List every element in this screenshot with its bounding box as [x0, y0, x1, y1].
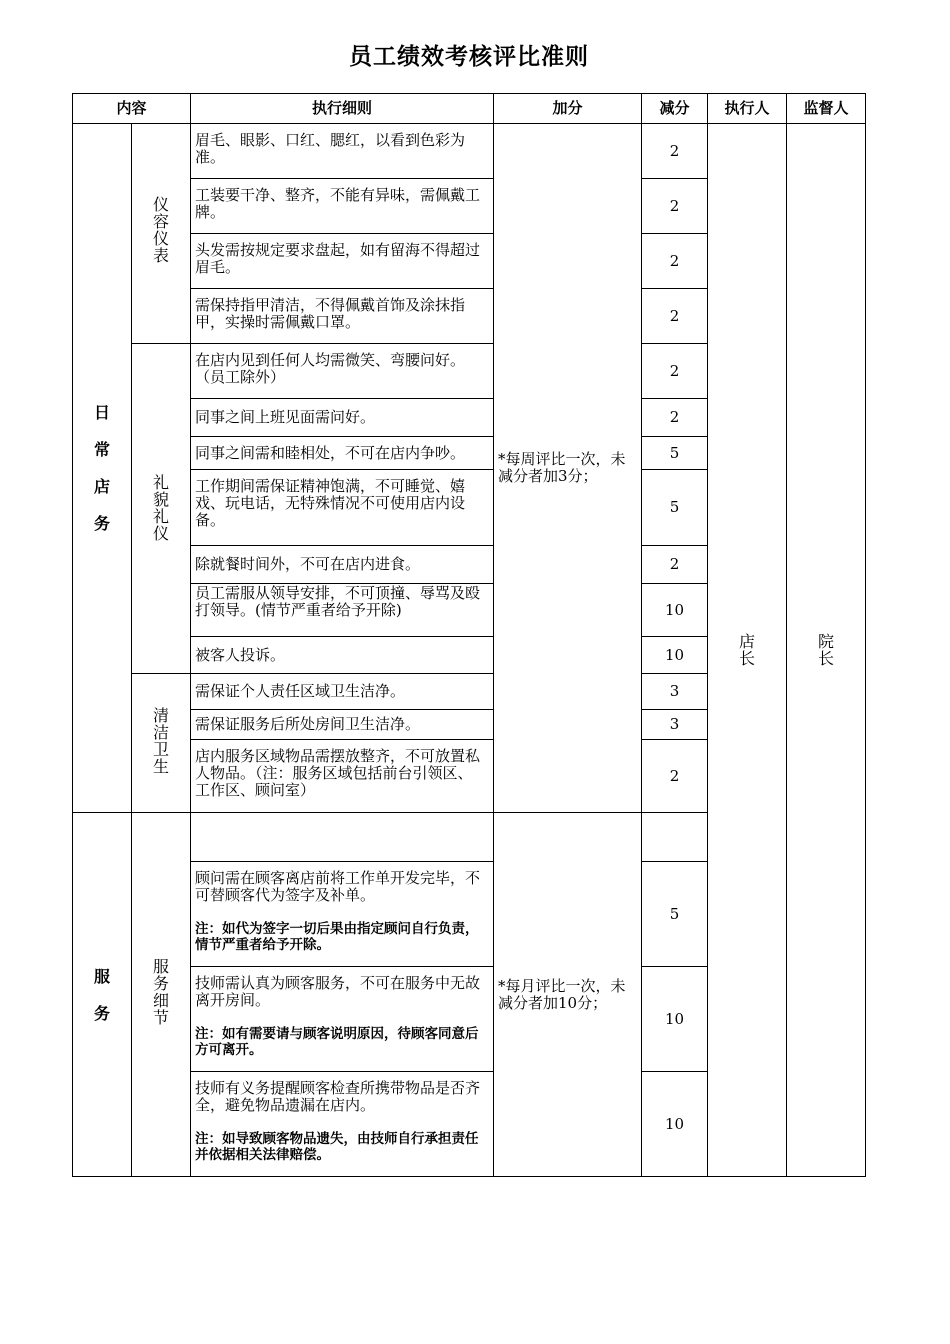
deduct-value: 2 — [642, 289, 708, 344]
deduct-value: 2 — [642, 344, 708, 399]
rule-note: 注：如导致顾客物品遗失，由技师自行承担责任并依据相关法律赔偿。 — [195, 1131, 479, 1163]
category-service: 服务 — [73, 813, 132, 1177]
rule-text: 同事之间上班见面需问好。 — [191, 399, 494, 437]
group-service-detail: 服务细节 — [132, 813, 191, 1177]
table-row — [73, 124, 866, 179]
rule-text: 头发需按规定要求盘起，如有留海不得超过眉毛。 — [191, 234, 494, 289]
deduct-value: 5 — [642, 470, 708, 546]
deduct-value: 2 — [642, 234, 708, 289]
rule-text: 在店内见到任何人均需微笑、弯腰问好。（员工除外） — [191, 344, 494, 399]
bonus-service: *每月评比一次，未减分者加10分； — [494, 813, 642, 1177]
header-deduct: 减分 — [642, 94, 708, 124]
rule-text: 需保持指甲清洁，不得佩戴首饰及涂抹指甲，实操时需佩戴口罩。 — [191, 289, 494, 344]
deduct-value: 10 — [642, 967, 708, 1072]
rule-text: 技师需认真为顾客服务，不可在服务中无故离开房间。 注：如有需要请与顾客说明原因，待顾客同意后方可离开。 — [191, 967, 494, 1072]
rule-note: 注：如代为签字一切后果由指定顾问自行负责，情节严重者给予开除。 — [195, 921, 479, 953]
executor-cell: 店长 — [708, 124, 787, 1177]
deduct-value: 10 — [642, 637, 708, 674]
group-etiquette: 礼貌礼仪 — [132, 344, 191, 674]
bonus-daily: *每周评比一次，未减分者加3分； — [494, 124, 642, 813]
deduct-value: 3 — [642, 710, 708, 740]
performance-rules-table — [72, 93, 866, 1177]
header-row — [73, 94, 866, 124]
deduct-value: 3 — [642, 674, 708, 710]
group-hygiene: 清洁卫生 — [132, 674, 191, 813]
header-supervisor: 监督人 — [787, 94, 866, 124]
deduct-value: 10 — [642, 1072, 708, 1177]
group-appearance: 仪容仪表 — [132, 124, 191, 344]
rule-text: 工作期间需保证精神饱满，不可睡觉、嬉戏、玩电话，无特殊情况不可使用店内设备。 — [191, 470, 494, 546]
deduct-value: 5 — [642, 862, 708, 967]
supervisor-cell: 院长 — [787, 124, 866, 1177]
rule-text: 需保证服务后所处房间卫生洁净。 — [191, 710, 494, 740]
header-content: 内容 — [73, 94, 191, 124]
header-detail: 执行细则 — [191, 94, 494, 124]
rule-text: 技师有义务提醒顾客检查所携带物品是否齐全，避免物品遗漏在店内。 注：如导致顾客物品遗失，由技师自行承担责任并依据相关法律赔偿。 — [191, 1072, 494, 1177]
rule-text: 同事之间需和睦相处，不可在店内争吵。 — [191, 437, 494, 470]
deduct-value: 2 — [642, 124, 708, 179]
rule-text: 店内服务区域物品需摆放整齐，不可放置私人物品。（注：服务区域包括前台引领区、工作区、顾问室） — [191, 740, 494, 813]
category-daily: 日常店务 — [73, 124, 132, 813]
deduct-value: 2 — [642, 740, 708, 813]
deduct-value: 5 — [642, 437, 708, 470]
rule-text: 眉毛、眼影、口红、腮红，以看到色彩为准。 — [191, 124, 494, 179]
header-bonus: 加分 — [494, 94, 642, 124]
rule-text: 员工需服从领导安排，不可顶撞、辱骂及殴打领导。(情节严重者给予开除) — [191, 584, 494, 637]
rule-note: 注：如有需要请与顾客说明原因，待顾客同意后方可离开。 — [195, 1026, 479, 1058]
rule-text: 顾问需在顾客离店前将工作单开发完毕，不可替顾客代为签字及补单。 注：如代为签字一切后果由指定顾问自行负责，情节严重者给予开除。 — [191, 862, 494, 967]
page-title: 员工绩效考核评比准则 — [349, 44, 589, 70]
deduct-value — [642, 813, 708, 862]
deduct-value: 2 — [642, 179, 708, 234]
deduct-value: 2 — [642, 399, 708, 437]
deduct-value: 10 — [642, 584, 708, 637]
header-executor: 执行人 — [708, 94, 787, 124]
deduct-value: 2 — [642, 546, 708, 584]
rule-text: 除就餐时间外，不可在店内进食。 — [191, 546, 494, 584]
rule-text — [191, 813, 494, 862]
rule-text: 需保证个人责任区域卫生洁净。 — [191, 674, 494, 710]
rule-text: 被客人投诉。 — [191, 637, 494, 674]
rule-text: 工装要干净、整齐，不能有异味，需佩戴工牌。 — [191, 179, 494, 234]
